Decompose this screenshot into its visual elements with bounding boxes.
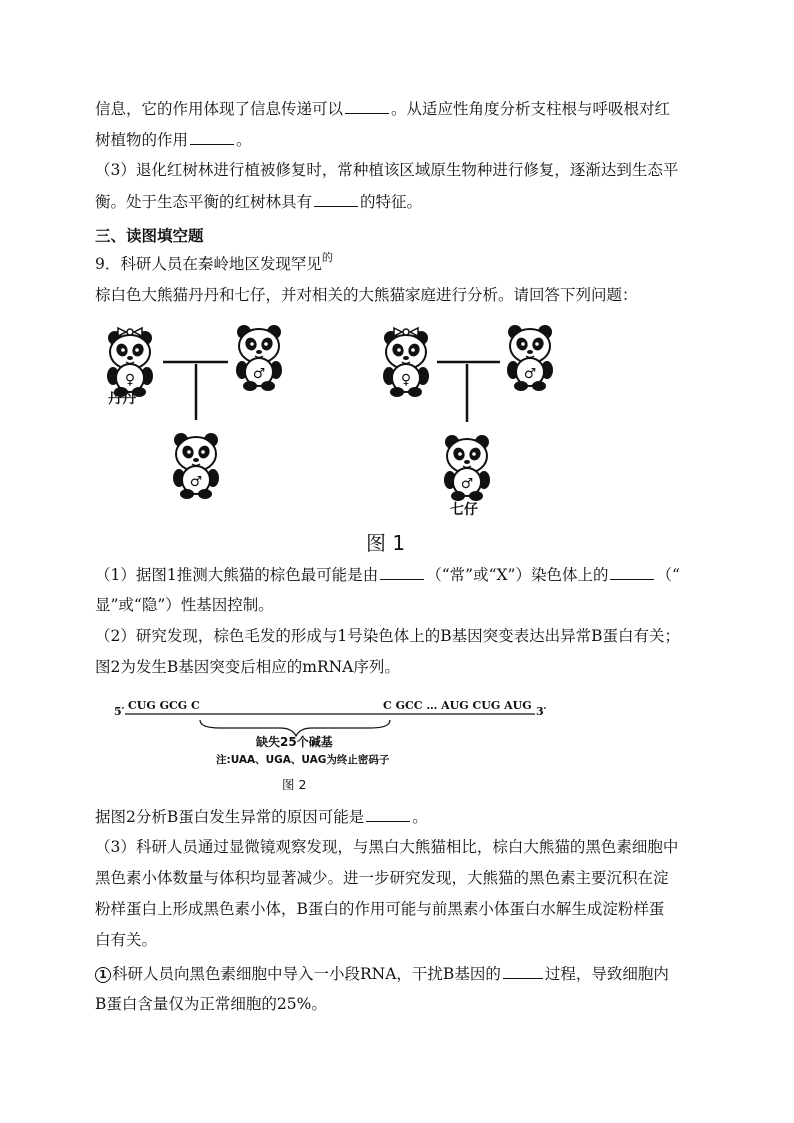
figure-2-caption: 图 2 xyxy=(282,777,307,792)
mrna-right-sequence: C GCC … AUG CUG AUG xyxy=(383,699,532,712)
three-prime-label: 3′ xyxy=(536,705,547,718)
mrna-left-sequence: CUG GCG C xyxy=(128,699,200,712)
text-line: 图2为发生B基因突变后相应的mRNA序列。 xyxy=(95,658,400,676)
text-segment: 据图2分析B蛋白发生异常的原因可能是 xyxy=(95,808,365,826)
text-line xyxy=(95,564,680,585)
text-segment: 。从适应性角度分析支柱根与呼吸根对红 xyxy=(391,100,671,118)
text-segment: （“常”或“X”）染色体上的 xyxy=(426,566,609,584)
father-panda-left xyxy=(236,325,282,391)
text-line: （3）科研人员通过显微镜观察发现，与黑白大熊猫相比，棕白大熊猫的黑色素细胞中 xyxy=(95,838,679,856)
figure-1-caption: 图 1 xyxy=(366,531,406,555)
text-segment: 科研人员向黑色素细胞中导入一小段RNA，干扰B基因的 xyxy=(112,965,501,983)
panda-name-qizai: 七仔 xyxy=(450,502,478,518)
father-panda-right xyxy=(507,325,553,391)
text-line xyxy=(95,963,669,984)
question-title xyxy=(95,251,333,276)
text-line: B蛋白含量仅为正常细胞的25%。 xyxy=(95,995,327,1013)
text-line xyxy=(95,191,422,212)
circled-number: 1 xyxy=(95,967,111,983)
text-segment: 的特征。 xyxy=(360,193,423,211)
five-prime-label: 5′ xyxy=(114,705,125,718)
mother-panda-right xyxy=(383,328,429,397)
text-segment: （1）据图1推测大熊猫的棕色最可能是由 xyxy=(95,566,379,584)
text-line: 粉样蛋白上形成黑色素小体，B蛋白的作用可能与前黑素小体蛋白水解生成淀粉样蛋 xyxy=(95,900,665,918)
answer-blank[interactable] xyxy=(345,98,389,114)
section-heading: 三、读图填空题 xyxy=(95,227,204,245)
child-panda-left xyxy=(173,433,219,499)
deletion-label: 缺失25个碱基 xyxy=(256,735,333,749)
text-line xyxy=(95,98,670,119)
pedigree-figure xyxy=(0,312,794,552)
text-line xyxy=(95,806,428,827)
male-symbol: ♂ xyxy=(252,366,266,382)
mrna-diagram xyxy=(120,708,560,748)
panda-name-dandan: 丹丹 xyxy=(108,391,136,407)
child-panda-right xyxy=(444,435,490,501)
answer-blank[interactable] xyxy=(503,963,543,979)
text-line: （3）退化红树林进行植被修复时，常种植该区域原生物种进行修复，逐渐达到生态平 xyxy=(95,161,679,179)
answer-blank[interactable] xyxy=(380,564,424,580)
text-segment: 9．科研人员在秦岭地区发现罕见 xyxy=(95,255,322,273)
text-segment: 过程，导致细胞内 xyxy=(544,965,669,983)
answer-blank[interactable] xyxy=(366,806,410,822)
text-line: 黑色素小体数量与体积均显著减少。进一步研究发现，大熊猫的黑色素主要沉积在淀 xyxy=(95,869,669,887)
female-symbol: ♀ xyxy=(400,372,412,388)
text-segment: 信息，它的作用体现了信息传递可以 xyxy=(95,100,344,118)
text-line: 显”或“隐”）性基因控制。 xyxy=(95,596,274,614)
answer-blank[interactable] xyxy=(610,564,654,580)
mother-panda-left xyxy=(107,328,153,397)
text-line: 白有关。 xyxy=(95,931,158,949)
text-segment: 。 xyxy=(412,808,428,826)
answer-blank[interactable] xyxy=(190,129,234,145)
text-segment: 。 xyxy=(236,131,252,149)
text-segment: 的 xyxy=(321,251,333,264)
male-symbol: ♂ xyxy=(523,366,537,382)
answer-blank[interactable] xyxy=(314,191,358,207)
text-line: 棕白色大熊猫丹丹和七仔，并对相关的大熊猫家庭进行分析。请回答下列问题： xyxy=(95,286,638,304)
text-segment: 树植物的作用 xyxy=(95,131,189,149)
male-symbol: ♂ xyxy=(189,474,203,490)
male-symbol: ♂ xyxy=(460,476,474,492)
female-symbol: ♀ xyxy=(124,372,136,388)
text-line: （2）研究发现，棕色毛发的形成与1号染色体上的B基因突变表达出异常B蛋白有关； xyxy=(95,627,681,645)
stop-codon-note: 注:UAA、UGA、UAG为终止密码子 xyxy=(216,754,390,766)
text-segment: 衡。处于生态平衡的红树林具有 xyxy=(95,193,313,211)
text-segment: （“ xyxy=(656,566,680,584)
text-line xyxy=(95,129,252,150)
